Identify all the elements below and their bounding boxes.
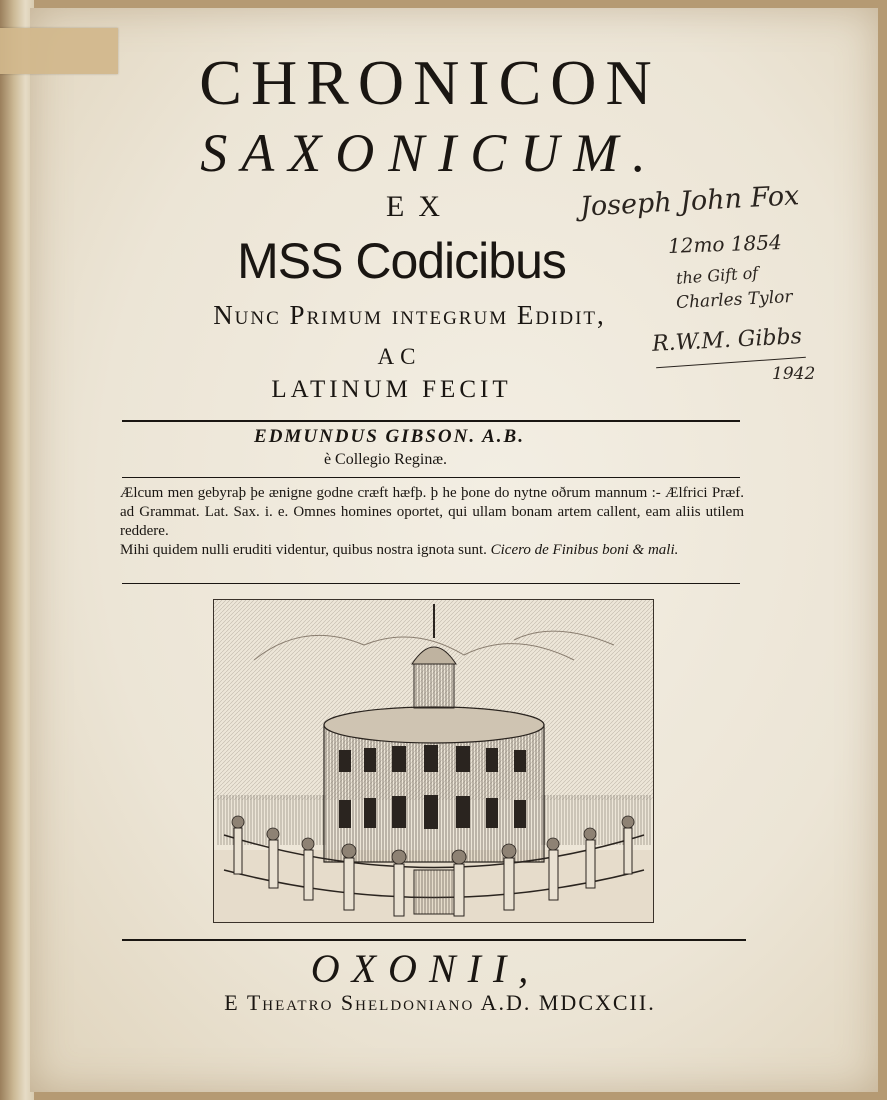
imprint-press: E Theatro Sheldoniano A.D. MDCXCII. bbox=[224, 990, 656, 1015]
inscription-name: Joseph John Fox bbox=[579, 180, 801, 223]
author-college: è Collegio Reginæ. bbox=[323, 451, 448, 468]
title-line-3: EX bbox=[386, 190, 454, 223]
divider-rule bbox=[122, 939, 746, 941]
inscription-owner: R.W.M. Gibbs bbox=[651, 324, 803, 357]
title-line-7: LATINUM FECIT bbox=[271, 376, 512, 403]
imprint-place: OXONII, bbox=[310, 946, 541, 991]
divider-rule bbox=[122, 583, 740, 584]
epigraph-quote: Mihi quidem nulli eruditi videntur, quibus nostra ignota sunt. bbox=[120, 542, 487, 558]
epigraph-line-2 bbox=[120, 541, 744, 560]
title-line-6: AC bbox=[377, 344, 422, 369]
engraving-frame bbox=[213, 599, 654, 923]
inscription-gift: the Gift of bbox=[675, 263, 759, 288]
title-line-2: SAXONICUM. bbox=[200, 123, 660, 183]
sheldonian-theatre-engraving-icon bbox=[214, 600, 653, 922]
title-line-1: CHRONICON bbox=[199, 47, 661, 118]
inscription-year: 1942 bbox=[772, 364, 816, 384]
epigraph-line-1: Ælcum men gebyraþ þe ænigne godne cræft hæfþ. þ he þone do nytne oðrum mannum :- Ælfrici Præf. ad Grammat. Lat. Sax. i. e. Omnes homines oportet, qui ullam bonam artem callent, eam aliis utilem reddere. bbox=[120, 485, 744, 539]
inscription-date: 12mo 1854 bbox=[667, 230, 783, 258]
epigraph bbox=[120, 484, 744, 560]
epigraph-source: Cicero de Finibus boni & mali. bbox=[490, 542, 679, 558]
divider-rule bbox=[122, 477, 740, 478]
divider-rule bbox=[122, 420, 740, 422]
title-line-4: MSS Codicibus bbox=[237, 233, 566, 289]
title-line-5: Nunc Primum integrum Edidit, bbox=[213, 300, 606, 330]
inscription-giver: Charles Tylor bbox=[675, 286, 794, 314]
author-name: EDMUNDUS GIBSON. A.B. bbox=[254, 426, 525, 447]
